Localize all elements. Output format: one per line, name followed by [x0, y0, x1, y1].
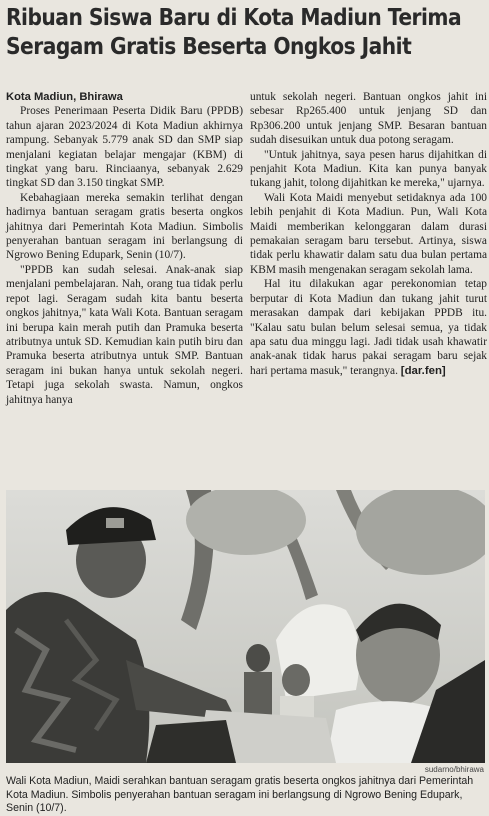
right-column [250, 90, 487, 378]
left-column [6, 90, 243, 407]
paragraph-last [250, 277, 487, 378]
news-photo [6, 490, 485, 763]
headline-line-2: Seragam Gratis Beserta Ongkos Jahit [6, 34, 412, 60]
paragraph: untuk sekolah negeri. Bantuan ongkos jahit ini sebesar Rp265.400 untuk jenjang SD dan Rp306.200 untuk jenjang SMP. Besaran bantuan sudah disesuikan untuk dua potong seragam. [250, 91, 487, 147]
paragraph-text: Hal itu dilakukan agar perekonomian tetap berputar di Kota Madiun dan tukang jahit turut merasakan dampak dari kebijakan PPDB itu. "Kalau satu bulan belum selesai semua, ya tidak apa satu dua minggu lagi. Jadi tidak usah khawatir anak-anak tidak harus pakai seragam baru sejak hari pertama masuk," terangnya. [250, 278, 487, 377]
dateline: Kota Madiun, Bhirawa [6, 91, 123, 103]
byline: [dar.fen] [400, 364, 446, 377]
headline [6, 4, 462, 62]
photo-illustration [6, 490, 485, 763]
paragraph: "PPDB kan sudah selesai. Anak-anak siap menjalani pembelajaran. Nah, orang tua tidak perlu repot lagi. Seragam sudah kita bantu beserta ongkos jahitnya," kata Wali Kota. Bantuan seragam ini berupa kain merah putih dan Pramuka beserta atributnya untuk SD. Kemudian kain putih biru dan Pramuka beserta atributnya untuk SMP. Bantuan seragam ini bukan hanya untuk sekolah negeri. Tetapi juga sekolah swasta. Namun, ongkos jahitnya hanya [6, 263, 243, 406]
paragraph: "Untuk jahitnya, saya pesen harus dijahitkan di penjahit Kota Madiun. Kita kan punya banyak tukang jahit, tolong dijahitkan ke mereka," ujarnya. [250, 148, 487, 190]
photo-credit: sudarno/bhirawa [424, 765, 484, 774]
photo-caption: Wali Kota Madiun, Maidi serahkan bantuan seragam gratis beserta ongkos jahitnya dari Pemerintah Kota Madiun. Simbolis penyerahan bantuan seragam ini berlangsung di Ngrowo Bening Edupark, Senin (10/7). [6, 775, 474, 814]
paragraph: Kebahagiaan mereka semakin terlihat dengan hadirnya bantuan seragam gratis beserta ongkos jahitnya dari Pemerintah Kota Madiun. Simbolis penyerahan bantuan seragam ini berlangsung di Ngrowo Bening Edupark, Senin (10/7). [6, 191, 243, 262]
paragraph: Wali Kota Maidi menyebut setidaknya ada 100 lebih penjahit di Kota Madiun. Pun, Wali Kota Maidi memberikan kelonggaran dalam durasi pemakaian seragam baru tersebut. Artinya, siswa tidak perlu khawatir dalam satu dua bulan pertama KBM masih mengenakan seragam sekolah lama. [250, 191, 487, 276]
paragraph: Proses Penerimaan Peserta Didik Baru (PPDB) tahun ajaran 2023/2024 di Kota Madiun akhirnya rampung. Sebanyak 5.779 anak SD dan SMP siap menjalani kegiatan belajar mengajar (KBM) di tingkat yang baru. Rinciaanya, sebanyak 2.629 tingkat SD dan 3.150 tingkat SMP. [6, 105, 243, 190]
headline-line-1: Ribuan Siswa Baru di Kota Madiun Terima [6, 5, 462, 31]
